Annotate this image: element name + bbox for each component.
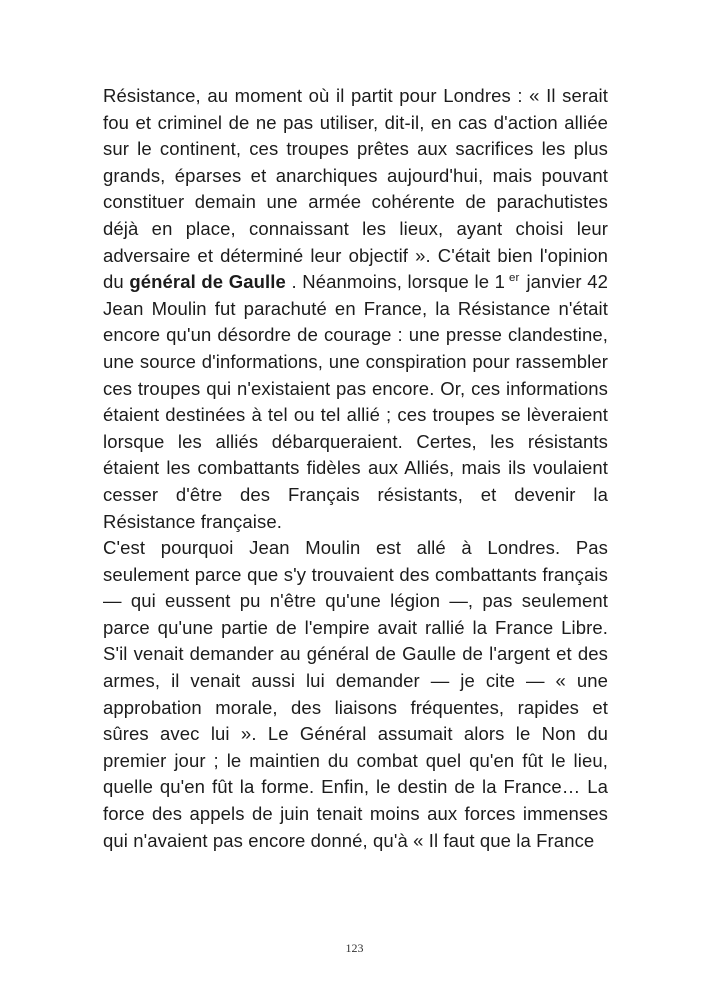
superscript-ordinal: er — [509, 272, 520, 284]
paragraph — [103, 83, 608, 535]
page-text — [103, 83, 608, 854]
paragraph-text: janvier 42 Jean Moulin fut parachuté en France, la Résistance n'était encore qu'un désordre de courage : une presse clandestine, une source d'informations, une conspiration pour rassembler ces troupes qui n'existaient pas encore. Or, ces informations étaient destinées à tel ou tel allié ; ces troupes se lèveraient lorsque les alliés débarqueraient. Certes, les résistants étaient les combattants fidèles aux Alliés, mais ils voulaient cesser d'être des Français résistants, et devenir la Résistance française. — [103, 271, 608, 532]
paragraph-text: C'est pourquoi Jean Moulin est allé à Londres. Pas seulement parce que s'y trouvaient des combattants français — qui eussent pu n'être qu'une légion —, pas seulement parce qu'une partie de l'empire avait rallié la France Libre. S'il venait demander au général de Gaulle de l'argent et des armes, il venait aussi lui demander — je cite — « une approbation morale, des liaisons fréquentes, rapides et sûres avec lui ». Le Général assumait alors le Non du premier jour ; le maintien du combat quel qu'en fût le lieu, quelle qu'en fût la forme. Enfin, le destin de la France… La force des appels de juin tenait moins aux forces immenses qui n'avaient pas encore donné, qu'à « Il faut que la France — [103, 537, 608, 851]
paragraph-text: Résistance, au moment où il partit pour Londres : « Il serait fou et criminel de ne pas utiliser, dit-il, en cas d'action alliée sur le continent, ces troupes prêtes aux sacrifices les plus grands, éparses et anarchiques aujourd'hui, mais pouvant constituer demain une armée cohérente de parachutistes déjà en place, connaissant les lieux, ayant choisi leur adversaire et déterminé leur objectif ». C'était bien l'opinion du — [103, 85, 608, 293]
paragraph-text: . Néanmoins, lorsque le 1 — [285, 271, 506, 293]
paragraph — [103, 535, 608, 854]
page-number: 123 — [345, 941, 364, 955]
bold-text: général de Gaulle — [129, 271, 286, 293]
